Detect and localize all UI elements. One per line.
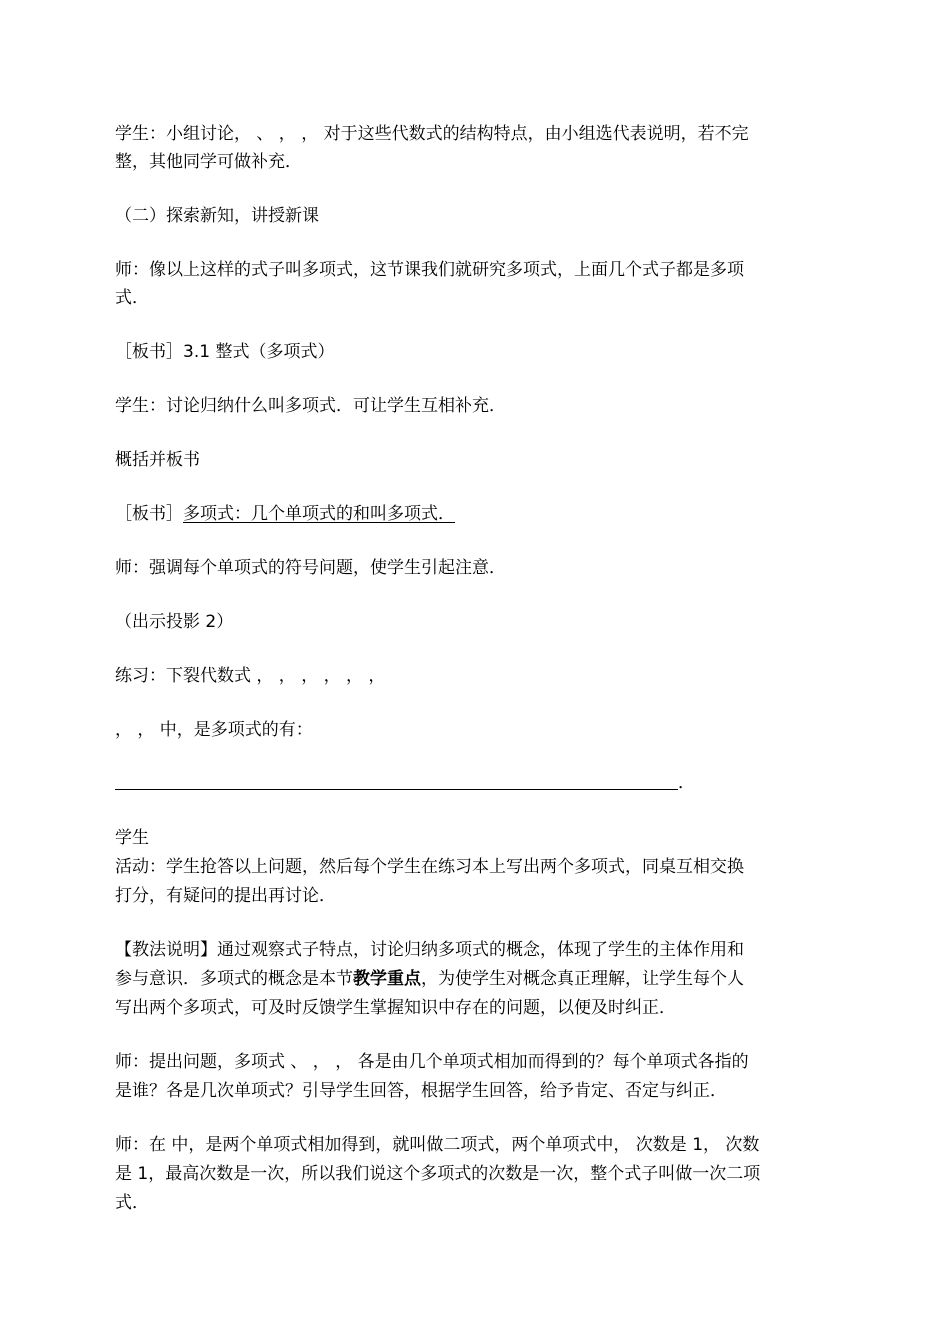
board-note-definition	[115, 503, 845, 525]
paragraph-binomial-line1: 师：在 中，是两个单项式相加得到，就叫做二项式，两个单项式中， 次数是 1， 次数	[115, 1135, 760, 1155]
teaching-note-text-b: ，为使学生对概念真正理解，让学生每个人	[421, 969, 744, 989]
paragraph-activity-line2: 打分，有疑问的提出再讨论．	[115, 886, 336, 906]
board-note-title: ［板书］3.1 整式（多项式）	[115, 342, 335, 362]
teaching-note-line3: 写出两个多项式，可及时反馈学生掌握知识中存在的问题，以便及时纠正．	[115, 998, 676, 1018]
exercise-line2: ， ， 中，是多项式的有：	[115, 720, 313, 740]
paragraph-projection: （出示投影 2）	[115, 612, 234, 632]
teaching-note-line2	[115, 968, 845, 990]
paragraph-binomial-line3: 式．	[115, 1193, 149, 1213]
paragraph-teacher-intro-line1: 师：像以上这样的式子叫多项式，这节课我们就研究多项式，上面几个式子都是多项	[115, 260, 744, 280]
paragraph-binomial-line2: 是 1，最高次数是一次，所以我们说这个多项式的次数是一次，整个式子叫做一次二项	[115, 1164, 761, 1184]
teaching-key-point: 教学重点	[353, 969, 421, 989]
teaching-note-text-a: 参与意识．多项式的概念是本节	[115, 969, 353, 989]
teaching-note-line1: 【教法说明】通过观察式子特点，讨论归纳多项式的概念，体现了学生的主体作用和	[115, 940, 744, 960]
paragraph-student-label: 学生	[115, 828, 149, 848]
paragraph-student-discussion-line2: 整，其他同学可做补充．	[115, 152, 302, 172]
paragraph-teacher-intro-line2: 式．	[115, 288, 149, 308]
paragraph-teacher-question-line2: 是谁？各是几次单项式？引导学生回答，根据学生回答，给予肯定、否定与纠正．	[115, 1081, 727, 1101]
polynomial-definition: 多项式：几个单项式的和叫多项式．	[183, 504, 455, 524]
answer-blank-end: ．	[678, 773, 695, 793]
paragraph-teacher-question-line1: 师：提出问题，多项式 、 ， ， 各是由几个单项式相加而得到的？每个单项式各指的	[115, 1052, 749, 1072]
answer-blank-line	[115, 789, 678, 790]
section-heading: （二）探索新知，讲授新课	[115, 206, 319, 226]
paragraph-teacher-emphasis: 师：强调每个单项式的符号问题，使学生引起注意．	[115, 558, 506, 578]
paragraph-summarize: 概括并板书	[115, 450, 200, 470]
paragraph-activity-line1: 活动：学生抢答以上问题，然后每个学生在练习本上写出两个多项式，同桌互相交换	[115, 857, 744, 877]
paragraph-student-summary: 学生：讨论归纳什么叫多项式．可让学生互相补充．	[115, 396, 506, 416]
exercise-line1: 练习：下裂代数式 ， ， ， ， ， ，	[115, 666, 386, 686]
paragraph-student-discussion-line1: 学生：小组讨论， 、 ， ， 对于这些代数式的结构特点，由小组选代表说明，若不完	[115, 124, 749, 144]
board-note-prefix: ［板书］	[115, 504, 183, 524]
